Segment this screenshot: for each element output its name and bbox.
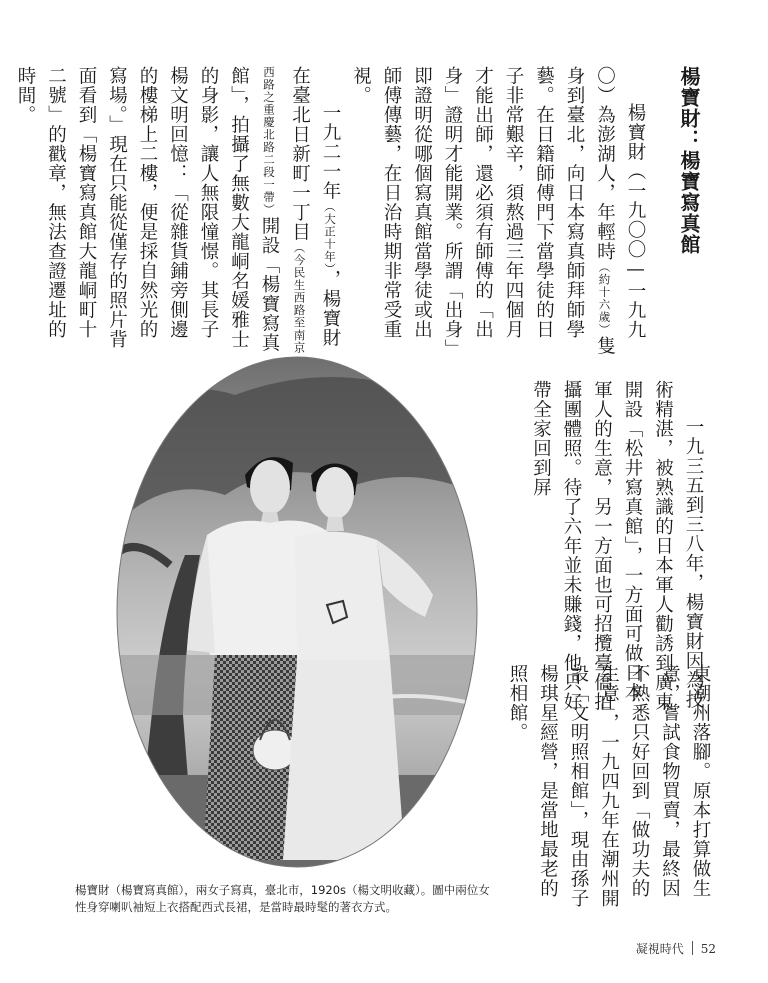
article-heading: 楊寶財：楊寶寫真館 [677, 66, 701, 255]
p2-note-2: （今民生西路至南京西路之重慶北路二段一帶） [262, 66, 307, 354]
magazine-name: 凝視時代 [635, 942, 684, 956]
p1-text-1: 楊寶財（一九〇〇—一九九〇）為澎湖人，年輕時 [594, 66, 646, 340]
portrait-photo [115, 355, 480, 870]
paragraph-4: 東潮州落腳。原本打算做生意，嘗試食物買賣，最終因不熟悉只好回到「做功夫的生意」，一九四九年在潮州開設「文明照相館」，現由孫子楊琪星經營，是當地最老的照相館。 [507, 664, 711, 909]
p2-text-2: ，楊寶財在臺北日新町一丁目 [289, 66, 341, 348]
p1-note-1: （約十六歲） [597, 261, 612, 336]
p2-text-3: 開設「楊寶寫真館」，拍攝了無數大龍峒名媛雅士的身影，讓人無限憧憬。其長子楊文明回憶：「從雜貨鋪旁側邊的樓梯上二樓，便是採自然光的寫場。」現在只能從僅存的照片背面看到「楊寶寫真館大龍峒町十二號」的戳章，無法查證遷址的時間。 [15, 66, 280, 353]
body-text-main [15, 66, 650, 356]
page-number: 52 [700, 942, 716, 956]
photo-caption: 楊寶財（楊寶寫真館），兩女子寫真，臺北市，1920s（楊文明收藏）。圖中兩位女性身穿喇叭袖短上衣搭配西式長裙，是當時最時髦的著衣方式。 [75, 883, 490, 914]
p2-text-1: 一九二一年 [320, 103, 341, 201]
page-footer [636, 940, 716, 957]
p2-note-1: （大正十年） [323, 200, 337, 270]
paragraph-2 [10, 66, 346, 356]
p1-text-2: 隻身到臺北，向日本寫真師拜師學藝。在日籍師傅門下當學徒的日子非常艱辛，須熬過三年四個月才能出師，還必須有師傅的「出身」證明才能開業。所謂「出身」即證明從哪個寫真館當學徒或出師傅傳藝，在日治時期非常受重視。 [350, 66, 616, 356]
body-text-lower-right [470, 664, 715, 914]
paragraph-3: 一九三五到三八年，楊寶財因為技術精湛，被熟識的日本軍人勸誘到廣東開設「松井寫真館」，一方面可做日本軍人的生意，另一方面也可招攬臺僑拍攝團體照。待了六年並未賺錢，他只好帶全家回到屏 [530, 380, 704, 712]
paragraph-1 [345, 66, 650, 356]
footer-divider [692, 941, 693, 955]
